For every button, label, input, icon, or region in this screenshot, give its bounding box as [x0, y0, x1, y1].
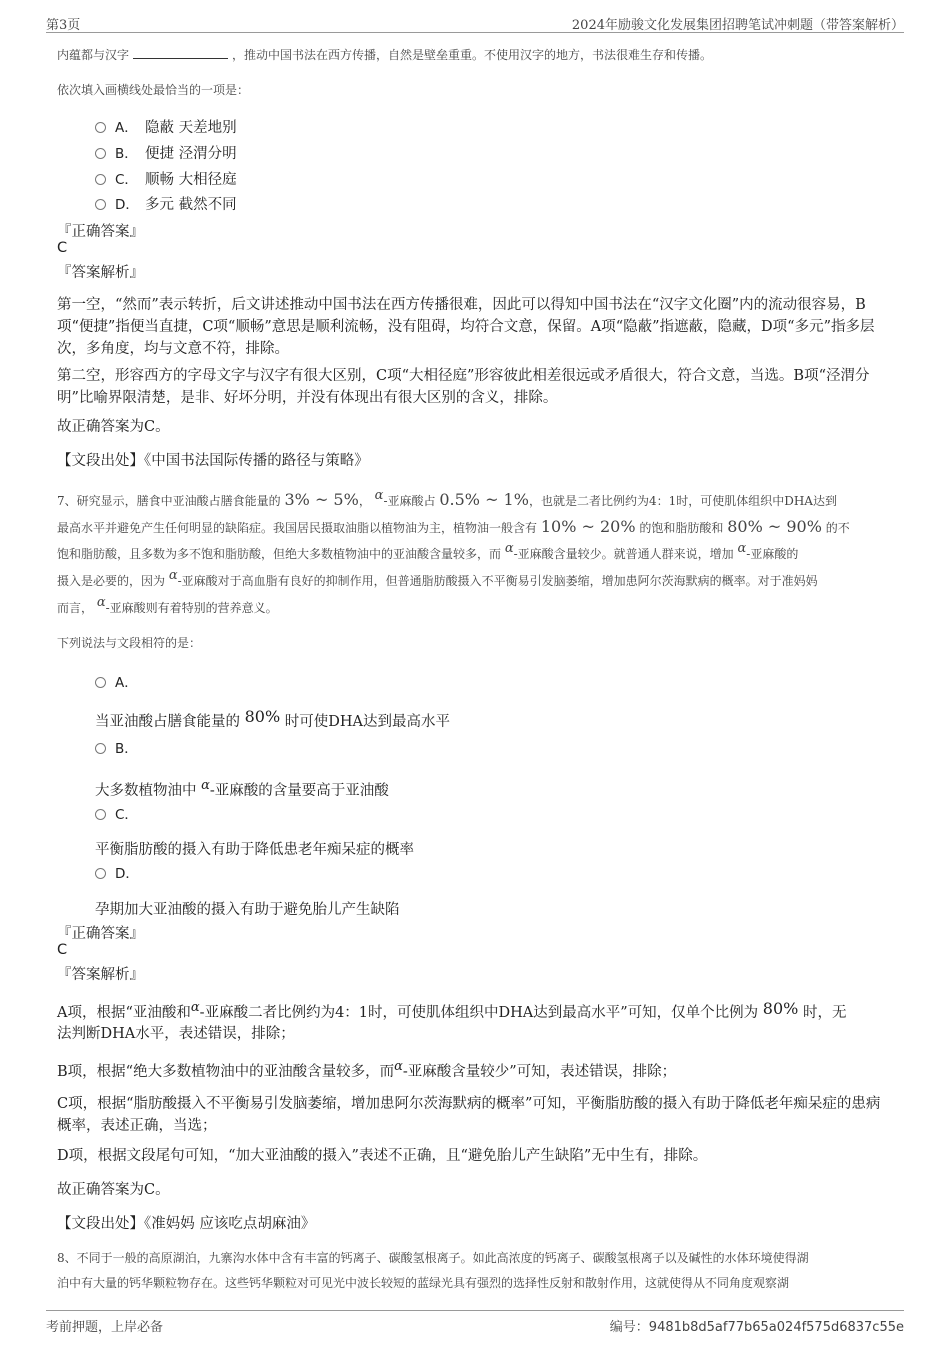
q7-answer: C [57, 942, 68, 958]
q7-option-d-text: 孕期加大亚油酸的摄入有助于避免胎儿产生缺陷 [95, 902, 400, 918]
q6-analysis-3: 故正确答案为C。 [57, 419, 170, 435]
radio-icon[interactable] [95, 174, 106, 185]
alpha-symbol: α [374, 488, 384, 503]
q7-text: 摄入是必要的，因为 [57, 574, 166, 588]
radio-icon[interactable] [95, 677, 106, 688]
analysis-text: 时，无 [802, 1005, 847, 1021]
option-text: 顺畅 大相径庭 [145, 172, 237, 188]
radio-icon[interactable] [95, 122, 106, 133]
option-text: 隐蔽 天差地别 [145, 120, 237, 136]
q7-text: 的不 [825, 521, 850, 535]
q7-text: 饱和脂肪酸，且多数为多不饱和脂肪酸，但绝大多数植物油中的亚油酸含量较多，而 [57, 547, 502, 561]
q8-line-1: 8、不同于一般的高原湖泊，九寨沟水体中含有丰富的钙离子、碳酸氢根离子。如此高浓度的钙离子、碳酸氢根离子以及碱性的水体环境使得湖 [57, 1251, 809, 1265]
code-label: 编号： [609, 1320, 649, 1335]
option-text: 便捷 泾渭分明 [145, 146, 237, 162]
math-range: 3% ~ 5% [284, 490, 359, 509]
option-letter: C． [115, 807, 138, 823]
option-letter: B． [115, 146, 138, 162]
q7-text: -亚麻酸占 [383, 494, 436, 508]
q7-line-1 [57, 487, 897, 515]
q7-analysis-c: C项，根据“脂肪酸摄入不平衡易引发脑萎缩，增加患阿尔茨海默病的概率”可知，平衡脂肪酸的摄入有助于降低老年痴呆症的患病概率，表述正确，当选； [57, 1096, 881, 1134]
q7-text: -亚麻酸则有着特别的营养意义。 [105, 601, 278, 615]
q7-line-5 [57, 595, 907, 622]
option-letter: D． [115, 197, 139, 213]
q6-prompt: 依次填入画横线处最恰当的一项是： [57, 83, 250, 97]
q6-passage-b: ，推动中国书法在西方传播，自然是壁垒重重。不使用汉字的地方，书法很难生存和传播。 [232, 48, 713, 62]
q7-source: 【文段出处】《准妈妈 应该吃点胡麻油》 [57, 1216, 316, 1232]
q7-analysis-a [57, 1001, 887, 1025]
q7-option-b-text [95, 779, 389, 800]
alpha-symbol: α [190, 1000, 200, 1015]
q6-analysis-1: 第一空，“然而”表示转折，后文讲述推动中国书法在西方传播很难，因此可以得知中国书法在“汉字文化圈”内的流动很容易，B项“便捷”指便当直捷，C项“顺畅”意思是顺利流畅，没有阻碍，均符合文意，保留。A项“隐蔽”指遮蔽，隐藏，D项“多元”指多层次，多角度，均与文意不符，排除。 [57, 297, 875, 357]
fill-blank [133, 46, 228, 59]
option-text: 时可使DHA达到最高水平 [284, 714, 451, 730]
q7-final: 故正确答案为C。 [57, 1182, 170, 1198]
radio-icon[interactable] [95, 199, 106, 210]
math-range: 80% ~ 90% [727, 517, 822, 536]
q6-source: 【文段出处】《中国书法国际传播的路径与策略》 [57, 453, 369, 469]
math-range: 0.5% ~ 1% [439, 490, 529, 509]
q6-passage-a: 内蕴都与汉字 [57, 48, 130, 62]
q6-analysis-label: 『答案解析』 [57, 265, 144, 281]
q7-text: 最高水平并避免产生任何明显的缺陷症。我国居民摄取油脂以植物油为主，植物油一般含有 [57, 521, 538, 535]
footer-slogan: 考前押题，上岸必备 [46, 1320, 164, 1335]
q8-line-2: 泊中有大量的钙华颗粒物存在。这些钙华颗粒对可见光中波长较短的蓝绿光具有强烈的选择性反射和散射作用，这就使得从不同角度观察湖 [57, 1276, 790, 1290]
q7-text: 7、研究显示，膳食中亚油酸占膳食能量的 [57, 494, 281, 508]
q6-passage [57, 45, 712, 65]
math-range: 10% ~ 20% [540, 517, 636, 536]
alpha-symbol: α [394, 1059, 403, 1074]
analysis-text: -亚麻酸含量较少”可知，表述错误，排除； [402, 1064, 677, 1080]
q6-option-a[interactable] [95, 116, 237, 137]
q7-text: 而言， [57, 601, 94, 615]
option-text: 多元 截然不同 [145, 197, 237, 213]
page-footer [46, 1310, 904, 1337]
document-title: 2024年励骏文化发展集团招聘笔试冲刺题（带答案解析） [571, 18, 904, 33]
q6-option-d[interactable] [95, 193, 237, 214]
q7-option-a[interactable] [95, 671, 145, 691]
q7-option-a-text [95, 707, 451, 731]
q6-option-c[interactable] [95, 168, 237, 189]
option-letter: B． [115, 741, 138, 757]
analysis-text: B项，根据“绝大多数植物油中的亚油酸含量较多，而 [57, 1064, 395, 1080]
q7-prompt: 下列说法与文段相符的是： [57, 636, 202, 650]
q6-answer: C [57, 240, 68, 256]
q7-text: -亚麻酸含量较少。就普通人群来说，增加 [513, 547, 734, 561]
radio-icon[interactable] [95, 743, 106, 754]
q7-analysis-a-cont: 法判断DHA水平，表述错误，排除； [57, 1026, 295, 1042]
q7-option-d[interactable] [95, 862, 145, 882]
code-value: 9481b8d5af77b65a024f575d6837c55e [648, 1320, 904, 1335]
q6-analysis-2: 第二空，形容西方的字母文字与汉字有很大区别，C项“大相径庭”形容彼此相差很远或矛盾很大，符合文意，当选。B项“泾渭分明”比喻界限清楚，是非、好坏分明，并没有体现出有很大区别的含义，排除。 [57, 368, 870, 406]
math-value: 80% [244, 707, 281, 726]
q7-line-2 [57, 514, 907, 541]
q7-text: -亚麻酸对于高血脂有良好的抑制作用，但普通脂肪酸摄入不平衡易引发脑萎缩，增加患阿尔茨海默病的概率。对于准妈妈 [177, 574, 818, 588]
q7-text: ， [358, 494, 371, 508]
q7-text: 的饱和脂肪酸和 [639, 521, 724, 535]
q7-text: -亚麻酸的 [746, 547, 799, 561]
option-letter: A． [115, 675, 138, 691]
alpha-symbol: α [504, 541, 514, 556]
page-header [46, 12, 904, 33]
footer-code [610, 1316, 904, 1335]
option-letter: A． [115, 120, 138, 136]
q7-analysis-b [57, 1061, 887, 1084]
option-text: 当亚油酸占膳食能量的 [95, 714, 240, 730]
page-number: 第3页 [46, 18, 81, 33]
analysis-text: A项，根据“亚油酸和 [57, 1005, 191, 1021]
option-letter: D． [115, 866, 139, 882]
option-text: 大多数植物油中 [95, 783, 197, 799]
q7-analysis-d: D项，根据文段尾句可知，“加大亚油酸的摄入”表述不正确，且“避免胎儿产生缺陷”无中生有，排除。 [57, 1148, 708, 1164]
q7-option-c-text: 平衡脂肪酸的摄入有助于降低患老年痴呆症的概率 [95, 842, 414, 858]
q7-line-3 [57, 541, 907, 568]
q7-line-4 [57, 568, 907, 595]
q7-option-b[interactable] [95, 737, 145, 757]
radio-icon[interactable] [95, 868, 106, 879]
alpha-symbol: α [168, 568, 178, 583]
alpha-symbol: α [737, 541, 747, 556]
radio-icon[interactable] [95, 809, 106, 820]
q7-text: ，也就是二者比例约为4：1时，可使肌体组织中DHA达到 [528, 494, 837, 508]
radio-icon[interactable] [95, 148, 106, 159]
q6-answer-label: 『正确答案』 [57, 224, 144, 240]
option-letter: C． [115, 172, 138, 188]
option-text: -亚麻酸的含量要高于亚油酸 [209, 783, 389, 799]
math-value: 80% [762, 999, 799, 1018]
analysis-text: -亚麻酸二者比例约为4：1时，可使肌体组织中DHA达到最高水平”可知，仅单个比例为 [199, 1005, 759, 1021]
q7-analysis-label: 『答案解析』 [57, 967, 144, 983]
q7-option-c[interactable] [95, 803, 145, 823]
alpha-symbol: α [96, 595, 106, 610]
q6-option-b[interactable] [95, 142, 237, 163]
alpha-symbol: α [201, 778, 210, 793]
q7-answer-label: 『正确答案』 [57, 926, 144, 942]
